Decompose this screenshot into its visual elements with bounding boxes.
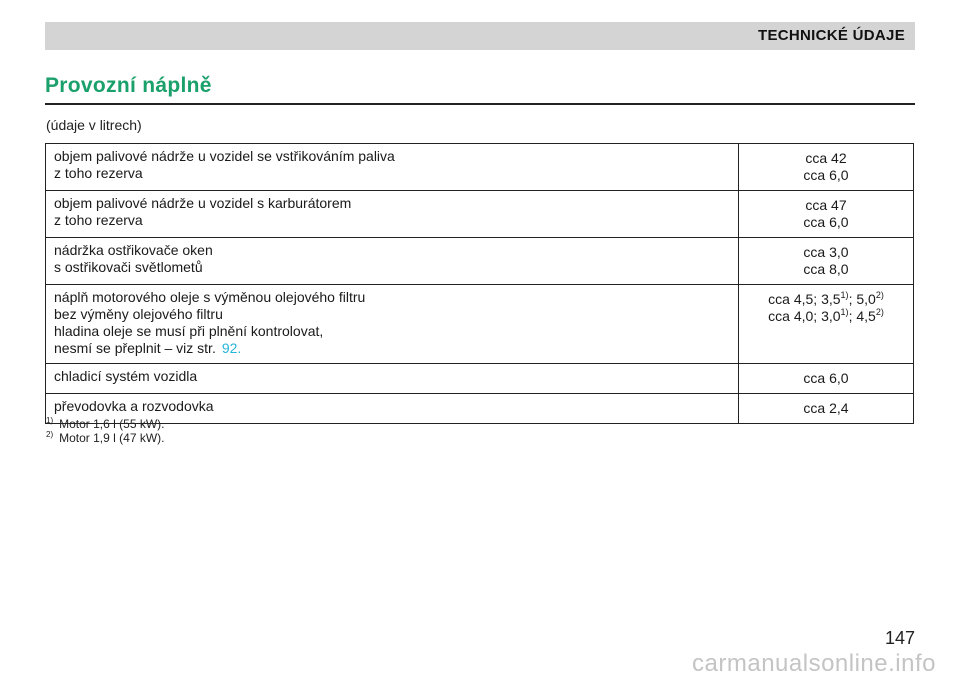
header-bar <box>45 22 915 50</box>
description-line: bez výměny olejového filtru <box>54 306 223 322</box>
footnote-ref: 2) <box>875 307 884 317</box>
page-number: 147 <box>884 628 915 648</box>
value-line: cca 3,0 <box>803 244 849 260</box>
description-line: nádržka ostřikovače oken <box>54 242 213 258</box>
description-line: objem palivové nádrže u vozidel se vstřikováním paliva <box>54 148 395 164</box>
value-text: ; 5,0 <box>848 291 876 307</box>
table-row <box>46 364 914 394</box>
fluids-table <box>45 143 914 424</box>
row-description <box>46 364 739 394</box>
units-note: (údaje v litrech) <box>46 117 142 133</box>
table-row <box>46 285 914 364</box>
footnote-mark: 1) <box>46 416 54 425</box>
table-row <box>46 144 914 191</box>
description-line: z toho rezerva <box>54 212 143 228</box>
value-line: cca 6,0 <box>803 370 849 386</box>
row-description <box>46 191 739 238</box>
value-line <box>747 291 905 308</box>
value-text: cca 4,0; 3,0 <box>768 308 841 324</box>
footnotes <box>46 417 164 445</box>
row-description <box>46 285 739 364</box>
footnote-ref: 1) <box>840 290 849 300</box>
value-line <box>747 308 905 325</box>
table-row <box>46 191 914 238</box>
value-line: cca 6,0 <box>803 214 849 230</box>
footnote-text: Motor 1,9 l (47 kW). <box>59 431 165 445</box>
table-row <box>46 238 914 285</box>
description-line: z toho rezerva <box>54 165 143 181</box>
row-value <box>739 285 914 364</box>
description-line: chladicí systém vozidla <box>54 368 198 384</box>
value-line: cca 6,0 <box>803 167 849 183</box>
heading-rule <box>45 103 915 105</box>
row-description <box>46 238 739 285</box>
value-line: cca 42 <box>805 150 847 166</box>
table-row <box>46 394 914 424</box>
value-text: cca 4,5; 3,5 <box>768 291 841 307</box>
footnote-ref: 1) <box>840 307 849 317</box>
footnote-text: Motor 1,6 l (55 kW). <box>59 417 165 431</box>
description-line: převodovka a rozvodovka <box>54 398 214 414</box>
row-value <box>739 238 914 285</box>
value-line: cca 47 <box>805 197 847 213</box>
footnote <box>46 431 164 445</box>
chapter-title: TECHNICKÉ ÚDAJE <box>757 27 905 44</box>
page-link[interactable]: 92. <box>221 340 242 356</box>
row-description <box>46 144 739 191</box>
footnote-mark: 2) <box>46 430 54 439</box>
section-title: Provozní náplně <box>45 74 212 97</box>
description-line: s ostřikovači světlometů <box>54 259 203 275</box>
value-text: ; 4,5 <box>848 308 876 324</box>
footnote-ref: 2) <box>875 290 884 300</box>
description-text: nesmí se přeplnit – viz str. <box>54 340 216 356</box>
watermark: carmanualsonline.info <box>692 650 936 677</box>
description-line <box>54 340 730 357</box>
value-line: cca 8,0 <box>803 261 849 277</box>
description-line: objem palivové nádrže u vozidel s karburátorem <box>54 195 352 211</box>
row-value <box>739 394 914 424</box>
description-line: hladina oleje se musí při plnění kontrolovat, <box>54 323 324 339</box>
description-line: náplň motorového oleje s výměnou olejového filtru <box>54 289 366 305</box>
value-line: cca 2,4 <box>803 400 849 416</box>
footnote <box>46 417 164 431</box>
row-value <box>739 191 914 238</box>
row-value <box>739 364 914 394</box>
row-value <box>739 144 914 191</box>
